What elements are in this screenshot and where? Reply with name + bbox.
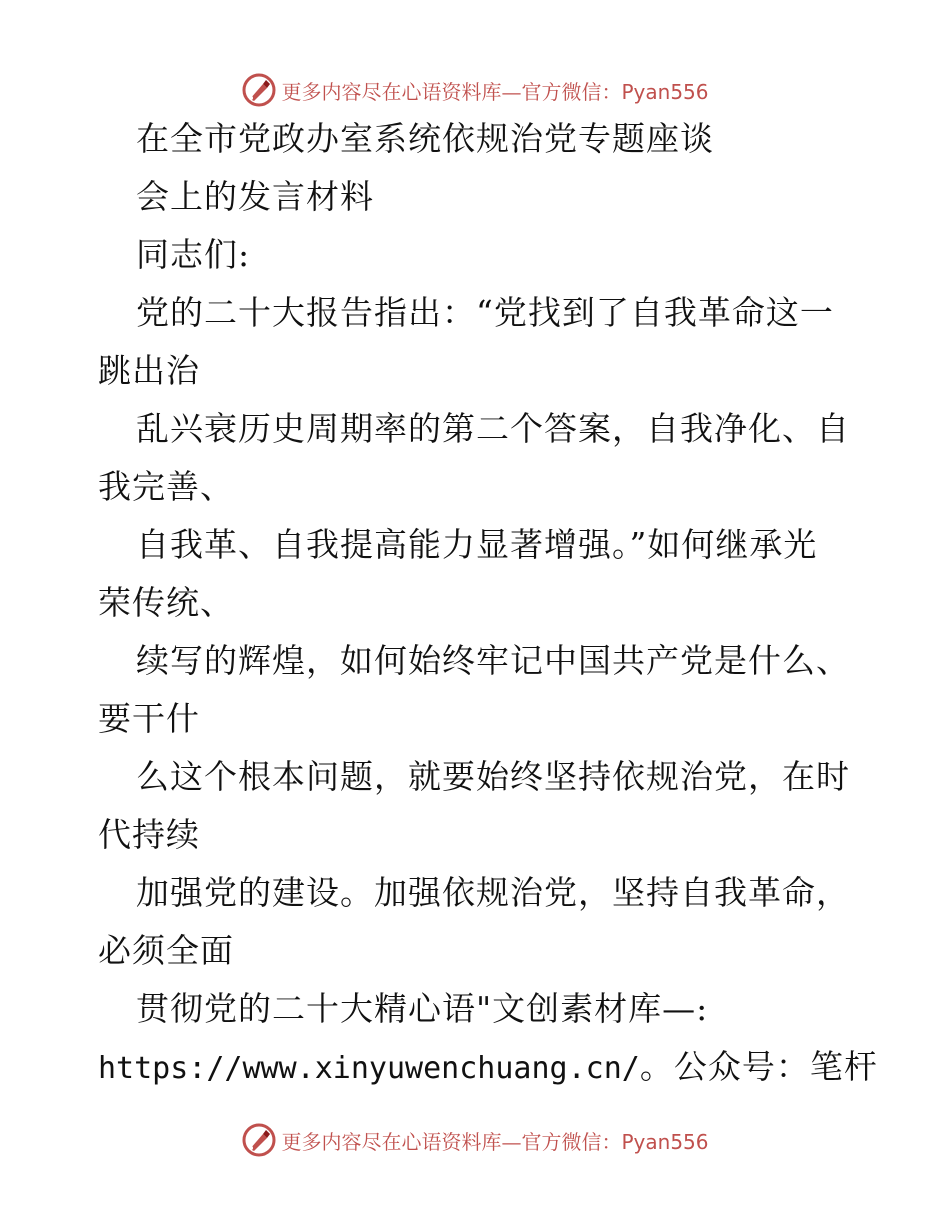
doc-paragraph-line: 我完善、 (98, 467, 234, 506)
watermark-wechat-id: Pyan556 (621, 79, 709, 104)
doc-paragraph-line: 党的二十大报告指出：“党找到了自我革命这一 (136, 293, 834, 332)
doc-paragraph-line: 加强党的建设。加强依规治党，坚持自我革命， (136, 873, 850, 912)
doc-paragraph-line: 跳出治 (98, 351, 200, 390)
pen-logo-icon (241, 1122, 277, 1158)
footer-watermark (0, 1120, 950, 1160)
header-watermark (0, 70, 950, 110)
document-body (98, 119, 878, 1108)
doc-paragraph-line: 乱兴衰历史周期率的第二个答案，自我净化、自 (136, 409, 850, 448)
doc-paragraph-line: 代持续 (98, 815, 200, 854)
doc-paragraph-line: 么这个根本问题，就要始终坚持依规治党，在时 (136, 757, 850, 796)
doc-salutation: 同志们: (136, 235, 251, 274)
watermark-wechat-id: Pyan556 (621, 1129, 709, 1154)
doc-paragraph-line: 贯彻党的二十大精心语"文创素材库—: (136, 989, 709, 1028)
doc-url: https://www.xinyuwenchuang.cn/ (98, 1051, 640, 1086)
doc-url-line (98, 1047, 878, 1108)
doc-paragraph-line: 自我革、自我提高能力显著增强。”如何继承光 (136, 525, 818, 564)
watermark-text: 更多内容尽在心语资料库—官方微信：Pyan556 (281, 79, 709, 104)
doc-paragraph-line: 荣传统、 (98, 583, 234, 622)
doc-title-line-2: 会上的发言材料 (136, 177, 374, 216)
doc-account-text: 。公众号：笔杆 (639, 1047, 878, 1086)
doc-paragraph-line: 必须全面 (98, 931, 234, 970)
doc-paragraph-line: 要干什 (98, 699, 200, 738)
doc-paragraph-line: 续写的辉煌，如何始终牢记中国共产党是什么、 (136, 641, 850, 680)
doc-title-line-1: 在全市党政办室系统依规治党专题座谈 (136, 119, 714, 158)
pen-logo-icon (241, 72, 277, 108)
watermark-text: 更多内容尽在心语资料库—官方微信：Pyan556 (281, 1129, 709, 1154)
